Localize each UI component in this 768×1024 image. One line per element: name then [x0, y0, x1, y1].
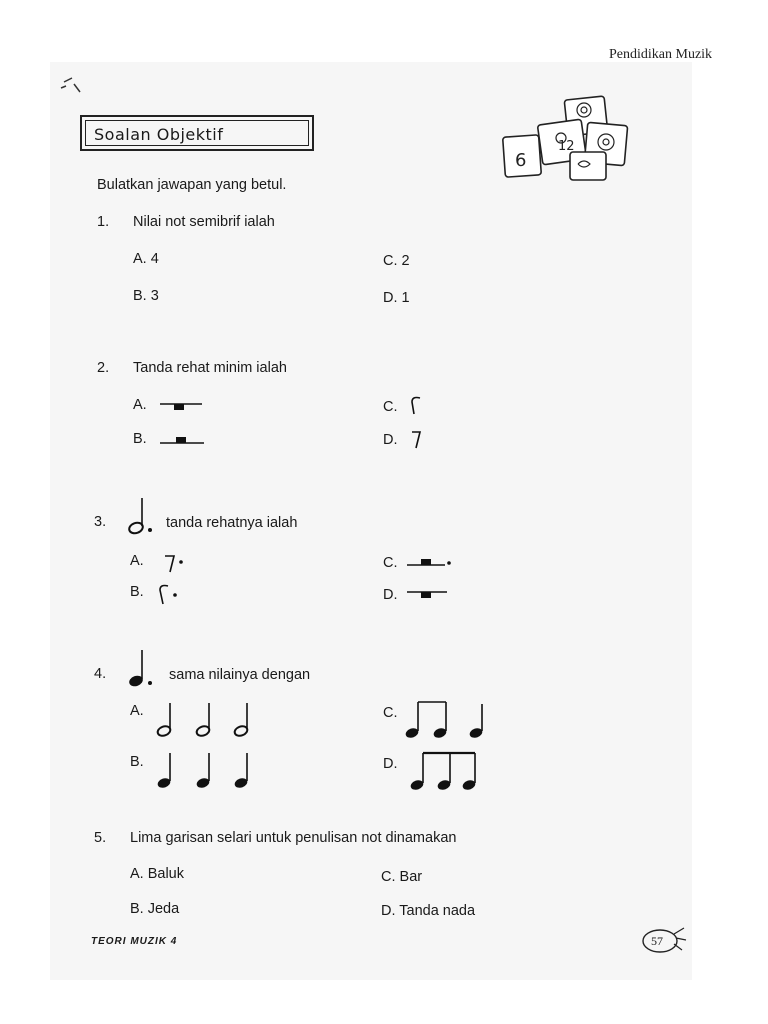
- question-1-text: Nilai not semibrif ialah: [133, 214, 275, 230]
- footer-book-title: TEORI MUZIK 4: [91, 936, 178, 947]
- q2-option-d[interactable]: D.: [383, 432, 398, 448]
- dotted-minim-note-icon: [125, 496, 155, 538]
- question-5-text: Lima garisan selari untuk penulisan not dinamakan: [130, 830, 457, 846]
- q5-option-b[interactable]: B. Jeda: [130, 901, 180, 917]
- question-2-text: Tanda rehat minim ialah: [133, 360, 287, 376]
- dice-number-twelve: 12: [558, 139, 575, 154]
- dotted-crotchet-rest-icon: [156, 582, 184, 608]
- three-minims-icon: [152, 700, 252, 742]
- three-crotchets-icon: [152, 749, 252, 791]
- question-5-number: 5.: [94, 830, 107, 846]
- quavers-and-crotchet-icon: [403, 698, 495, 742]
- semibreve-rest-icon: [158, 397, 204, 417]
- question-4-number: 4.: [94, 666, 107, 682]
- q2-option-c[interactable]: C.: [383, 399, 398, 415]
- q5-option-a[interactable]: A. Baluk: [130, 866, 184, 882]
- q4-option-a[interactable]: A.: [130, 703, 144, 719]
- question-3-number: 3.: [94, 514, 107, 530]
- q5-option-c[interactable]: C. Bar: [381, 869, 423, 885]
- q3-option-d[interactable]: D.: [383, 587, 398, 603]
- q1-option-a[interactable]: A. 4: [133, 251, 159, 267]
- dice-number-six: 6: [515, 150, 527, 171]
- q3-option-b[interactable]: B.: [130, 584, 144, 600]
- scribble-mark: [58, 74, 88, 96]
- dotted-crotchet-note-icon: [125, 648, 155, 690]
- three-beamed-quavers-icon: [408, 749, 482, 793]
- semibreve-rest-answer-icon: [405, 585, 449, 603]
- question-4-text: sama nilainya dengan: [169, 667, 311, 683]
- question-1-number: 1.: [97, 214, 110, 230]
- q4-option-b[interactable]: B.: [130, 754, 144, 770]
- q3-option-a[interactable]: A.: [130, 553, 144, 569]
- running-header: Pendidikan Muzik: [609, 47, 713, 62]
- question-2-number: 2.: [97, 360, 110, 376]
- crotchet-rest-icon: [408, 394, 426, 418]
- page-number-badge: [640, 924, 688, 956]
- instruction-text: Bulatkan jawapan yang betul.: [97, 177, 287, 193]
- dotted-minim-rest-icon: [405, 553, 453, 571]
- q2-option-b[interactable]: B.: [133, 431, 147, 447]
- q4-option-c[interactable]: C.: [383, 705, 398, 721]
- quaver-rest-icon: [408, 426, 426, 450]
- section-title: Soalan Objektif: [94, 125, 224, 144]
- q1-option-b[interactable]: B. 3: [133, 288, 159, 304]
- q4-option-d[interactable]: D.: [383, 756, 398, 772]
- q1-option-d[interactable]: D. 1: [383, 290, 410, 306]
- section-title-box: [80, 115, 314, 151]
- dotted-quaver-rest-icon: [162, 550, 188, 574]
- dice-illustration: [498, 92, 638, 184]
- q3-option-c[interactable]: C.: [383, 555, 398, 571]
- q2-option-a[interactable]: A.: [133, 397, 147, 413]
- page-number: 57: [651, 934, 663, 948]
- q1-option-c[interactable]: C. 2: [383, 253, 410, 269]
- q5-option-d[interactable]: D. Tanda nada: [381, 903, 476, 919]
- minim-rest-icon: [158, 430, 206, 450]
- question-3-text: tanda rehatnya ialah: [166, 515, 298, 531]
